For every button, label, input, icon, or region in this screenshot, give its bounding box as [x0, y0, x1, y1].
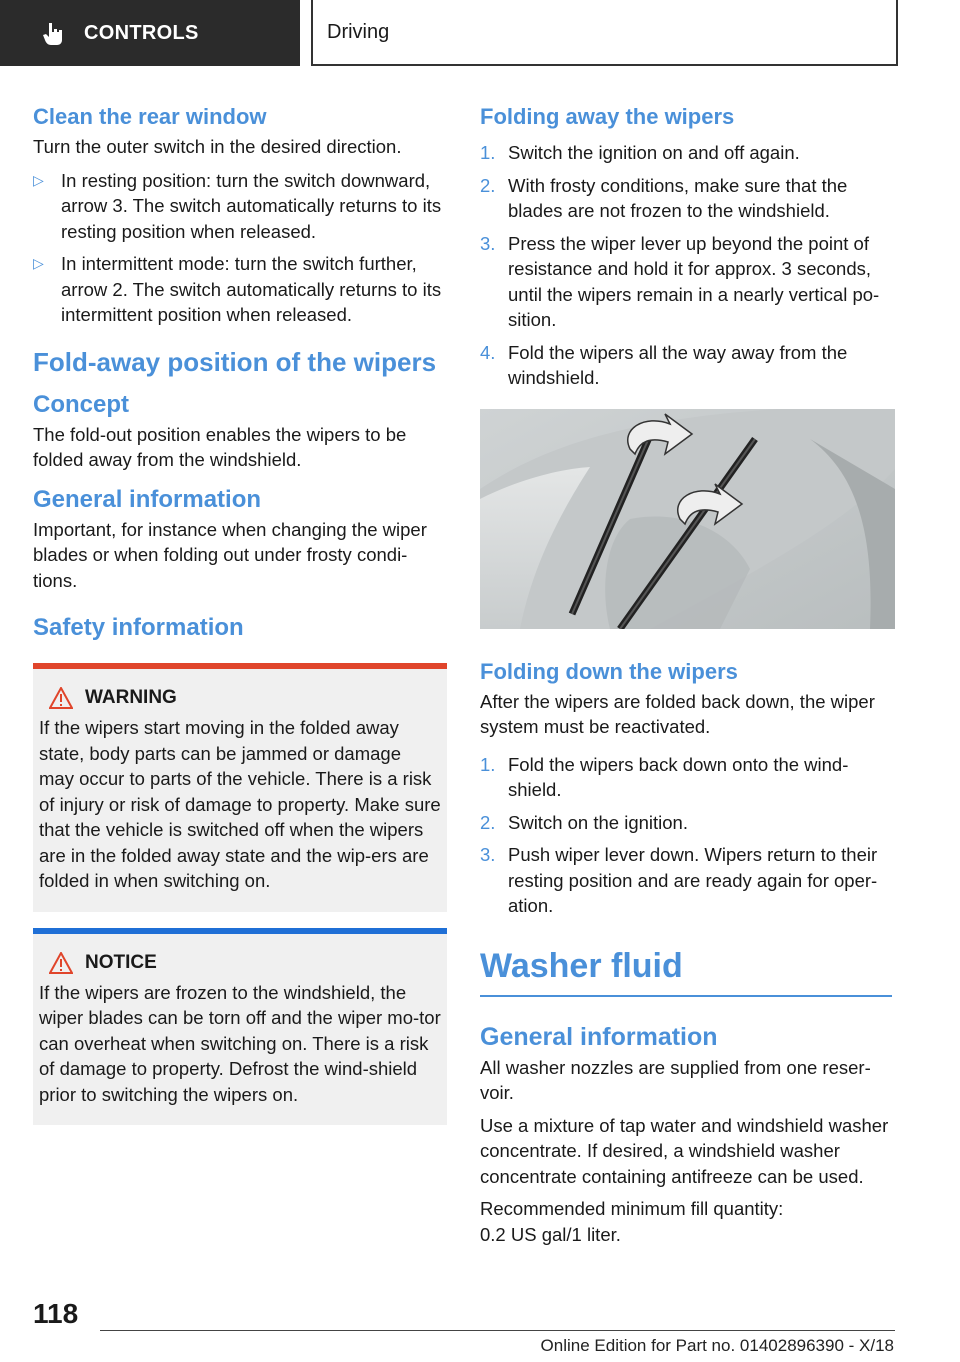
safety-heading: Safety information [33, 614, 244, 641]
warning-triangle-icon [49, 687, 73, 709]
chapter-tab[interactable] [311, 0, 898, 66]
rear-window-bullets [33, 168, 447, 328]
list-item: 4. Fold the wipers all the way away from the windshield. [480, 341, 848, 388]
washer-paragraph-2: Use a mixture of tap water and windshield washer concentrate. If desired, a windshield washer concentrate containing antifreeze can be used. [480, 1114, 889, 1187]
section-tab[interactable] [0, 0, 300, 66]
chapter-label: Driving [327, 20, 390, 43]
page-number: 118 [33, 1298, 79, 1329]
list-item: 2. Switch on the ignition. [480, 811, 688, 833]
triangle-bullet-icon: ▷ [33, 171, 44, 188]
notice-label: NOTICE [85, 951, 157, 973]
list-item: 1. Switch the ignition on and off again. [480, 142, 800, 163]
list-item: ▷ In resting position: turn the switch downward, arrow 3. The switch automatically returns to its resting position when released. [33, 169, 442, 242]
triangle-bullet-icon: ▷ [33, 255, 44, 271]
warning-text: If the wipers start moving in the folded away state, body parts can be jammed or damage may occur to parts of the vehicle. There is a risk of injury or risk of damage to property. Make sure that the vehicle is switched off when the wipers are in the folded away state and the wip‐ers are folded in when switching on. [39, 717, 441, 891]
folding-down-intro: After the wipers are folded back down, the wiper system must be reactivated. [480, 690, 875, 737]
warning-box [33, 663, 447, 912]
washer-paragraph-3b: 0.2 US gal/1 liter. [480, 1223, 621, 1245]
concept-heading: Concept [33, 390, 129, 418]
notice-title [39, 952, 441, 974]
notice-triangle-icon [49, 952, 73, 974]
left-column [33, 100, 447, 1125]
folding-away-heading: Folding away the wipers [480, 104, 735, 129]
general-info-heading: General information [33, 485, 262, 513]
footer-divider [100, 1330, 895, 1331]
list-item: 3. Press the wiper lever up beyond the point of resistance and hold it for approx. 3 seconds, until the wipers remain in a nearly vertical po‐sition. [480, 232, 880, 330]
list-item: 1. Fold the wipers back down onto the wind‐shield. [480, 753, 849, 800]
wiper-illustration [480, 409, 895, 629]
footer-edition: Online Edition for Part no. 01402896390 - X/18 [540, 1336, 894, 1355]
section-label: CONTROLS [84, 21, 199, 44]
folding-away-steps [480, 140, 892, 391]
right-column [480, 100, 892, 1247]
washer-general-heading: General information [480, 1022, 718, 1051]
concept-text: The fold-out position enables the wipers to be folded away from the windshield. [33, 423, 407, 470]
warning-label: WARNING [85, 687, 177, 708]
list-item: 3. Push wiper lever down. Wipers return to their resting position and are ready again for oper‐ation. [480, 844, 878, 916]
rear-window-heading: Clean the rear window [33, 104, 267, 129]
notice-box [33, 928, 447, 1126]
washer-paragraph-1: All washer nozzles are supplied from one reser‐voir. [480, 1056, 871, 1103]
rear-window-intro: Turn the outer switch in the desired direction. [33, 136, 402, 157]
list-item: 2. With frosty conditions, make sure that the blades are not frozen to the windshield. [480, 174, 848, 221]
notice-text: If the wipers are frozen to the windshield, the wiper blades can be torn off and the wiper mo‐tor can overheat when switching on. There is a risk of damage to property. Defrost the wind‐shield prior to switching the wipers on. [39, 981, 441, 1105]
warning-title [39, 687, 441, 709]
general-info-text: Important, for instance when changing the wiper blades or when folding out under frosty condi‐tions. [33, 518, 427, 591]
folding-down-steps [480, 752, 892, 919]
windshield-wipers-image [480, 409, 895, 629]
fold-away-heading: Fold-away position of the wipers [33, 346, 437, 377]
washer-fluid-heading: Washer fluid [480, 946, 683, 985]
folding-down-heading: Folding down the wipers [480, 658, 738, 684]
list-item: ▷ In intermittent mode: turn the switch further, arrow 2. The switch automatically returns to its intermittent position when released. [33, 253, 442, 325]
heading-rule [480, 995, 892, 997]
washer-paragraph-3a: Recommended minimum fill quantity: [480, 1198, 784, 1219]
hand-pointer-icon [40, 19, 68, 47]
